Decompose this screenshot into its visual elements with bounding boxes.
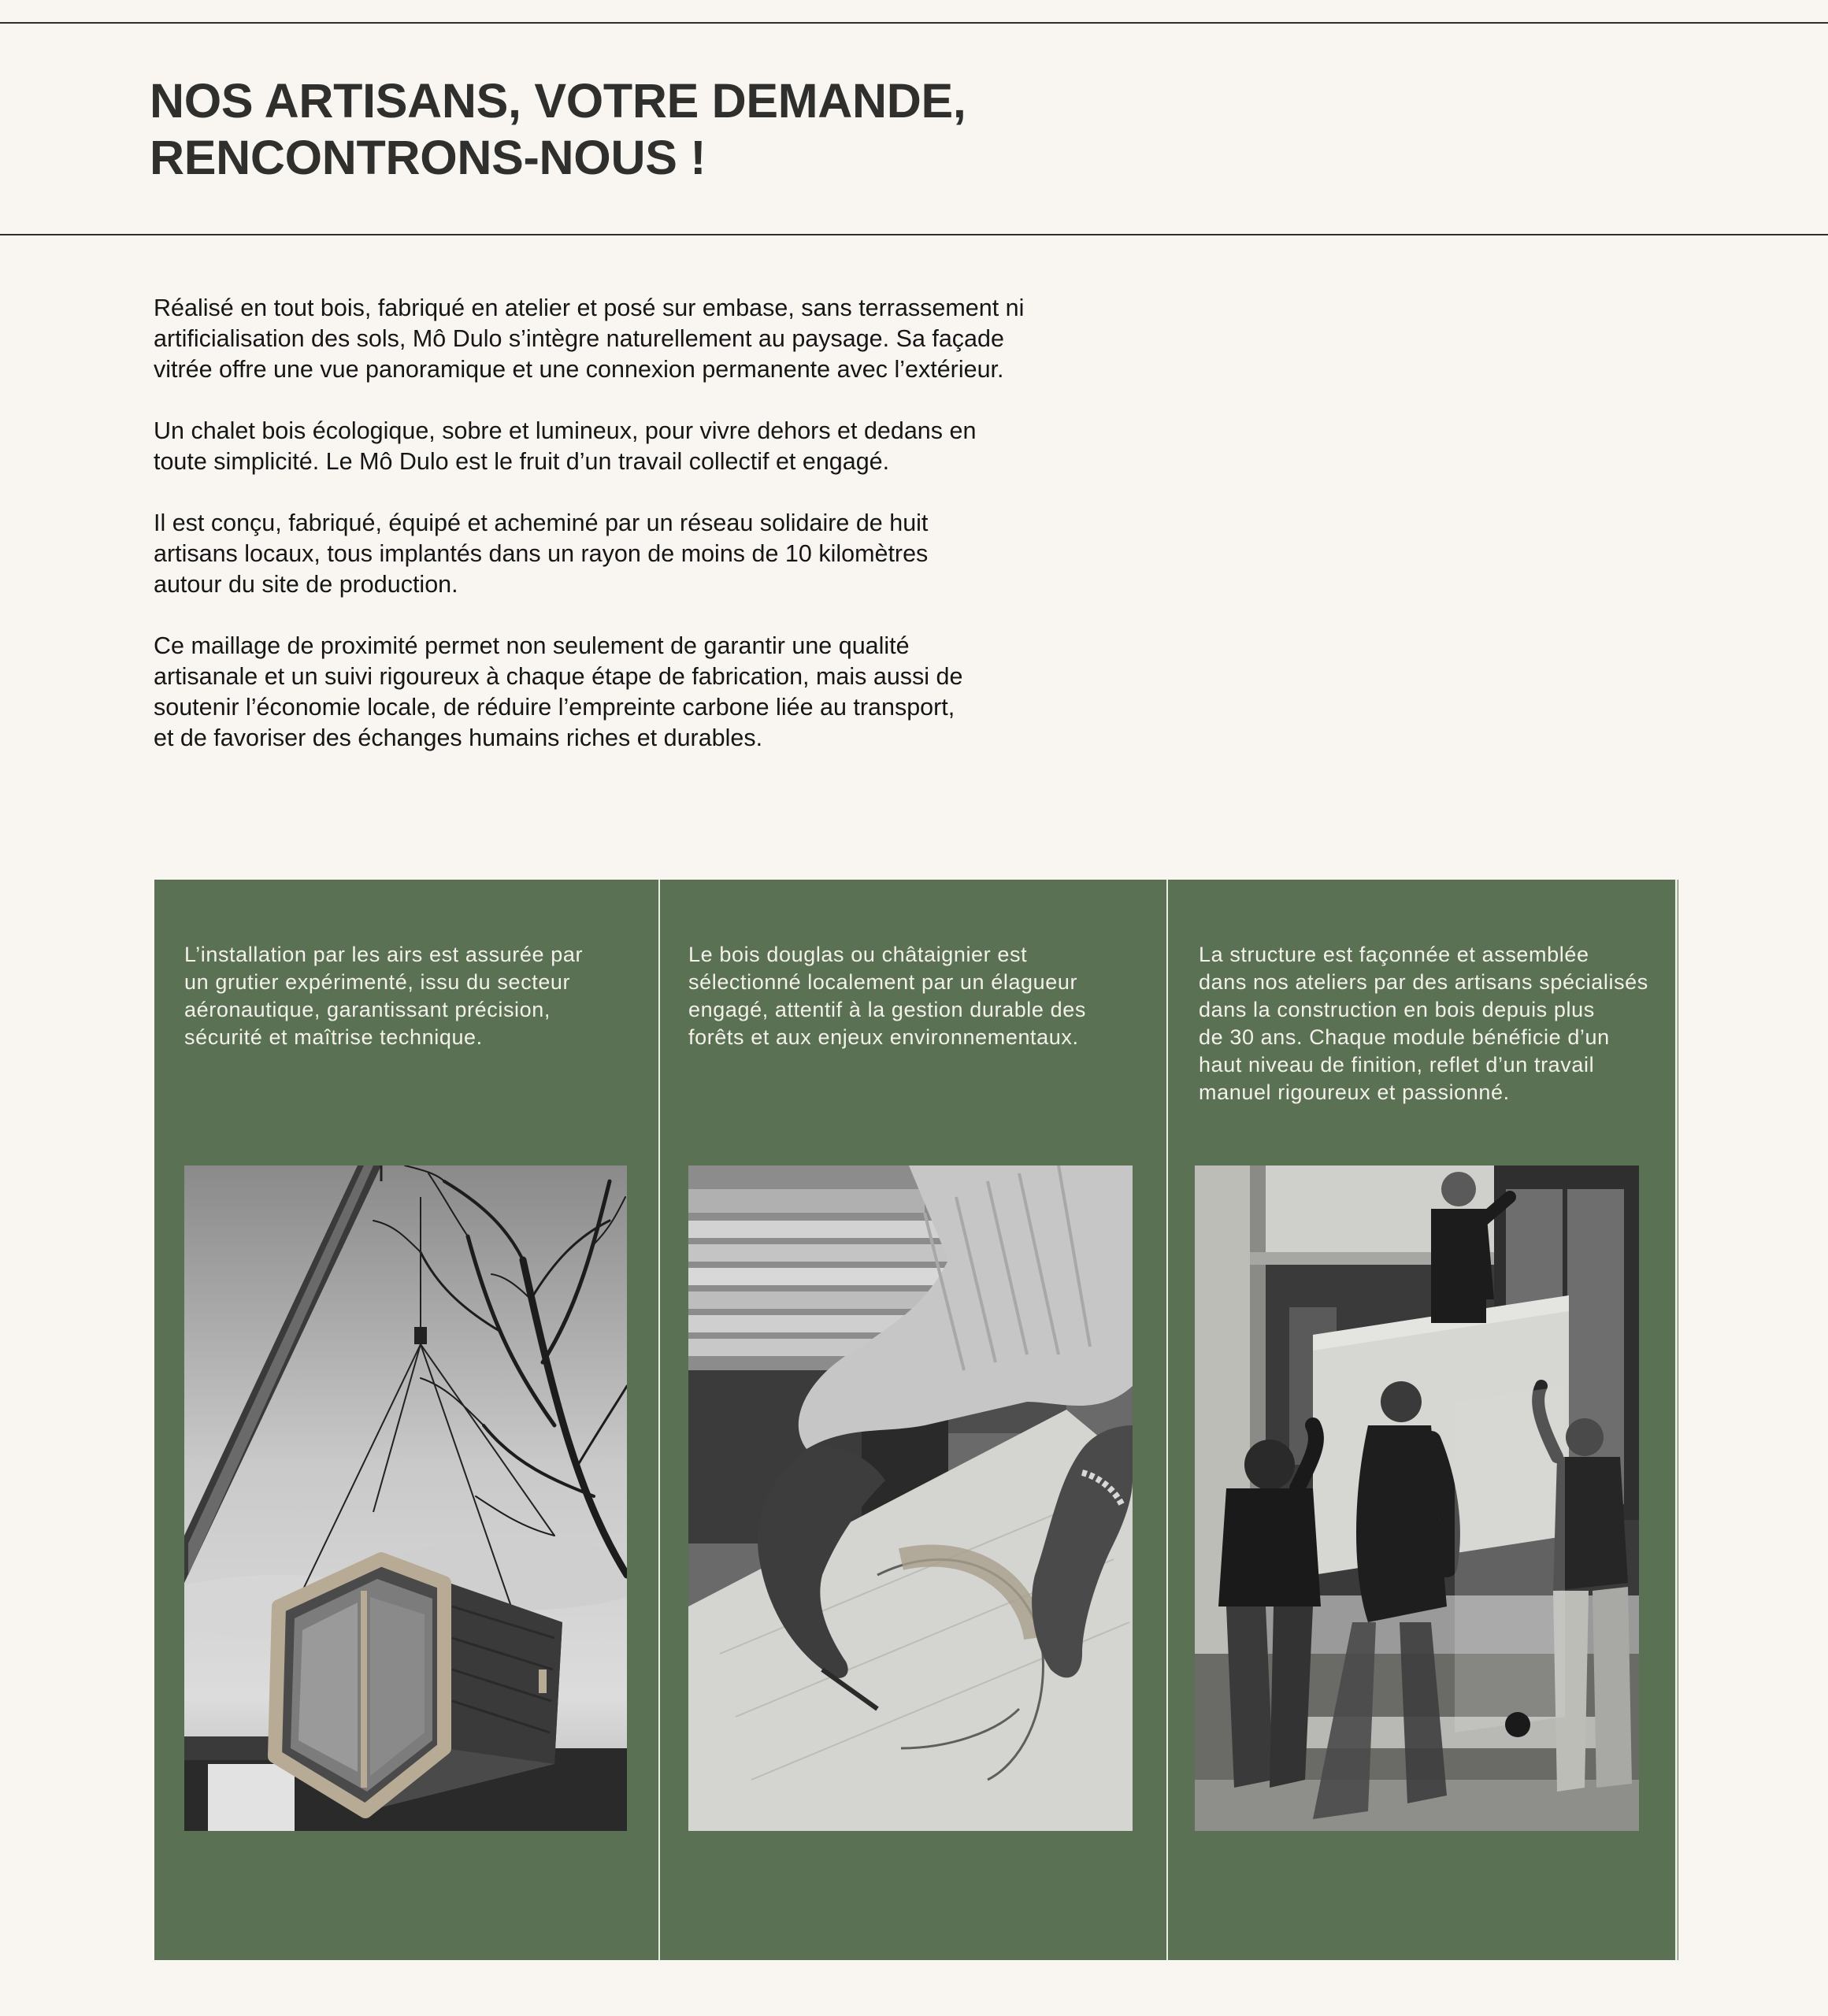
artisan-text-line: haut niveau de finition, reflet d’un travail: [1199, 1053, 1595, 1077]
carpenters-assembly-photo: [1195, 1166, 1639, 1831]
intro-line: autour du site de production.: [154, 571, 458, 598]
artisan-text-line: Le bois douglas ou châtaignier est: [688, 943, 1028, 966]
column-divider: [1166, 880, 1168, 1960]
intro-line: et de favoriser des échanges humains riches et durables.: [154, 724, 763, 751]
artisan-text-line: dans nos ateliers par des artisans spécialisés: [1199, 970, 1648, 994]
intro-line: soutenir l’économie locale, de réduire l’empreinte carbone liée au transport,: [154, 694, 955, 721]
artisan-text-line: de 30 ans. Chaque module bénéficie d’un: [1199, 1025, 1610, 1049]
page-title: [150, 72, 966, 186]
intro-line: vitrée offre une vue panoramique et une connexion permanente avec l’extérieur.: [154, 356, 1004, 383]
column-divider: [1675, 880, 1678, 1960]
intro-line: artisanale et un suivi rigoureux à chaque étape de fabrication, mais aussi de: [154, 663, 963, 690]
intro-line: artificialisation des sols, Mô Dulo s’intègre naturellement au paysage. Sa façade: [154, 325, 1004, 352]
intro-paragraph: [154, 508, 1083, 600]
artisan-text-line: sélectionné localement par un élagueur: [688, 970, 1078, 994]
artisan-text-line: aéronautique, garantissant précision,: [184, 998, 551, 1021]
artisan-text-line: L’installation par les airs est assurée par: [184, 943, 584, 966]
artisan-text-line: sécurité et maîtrise technique.: [184, 1025, 483, 1049]
artisans-panel: [154, 880, 1678, 1960]
intro-paragraph: [154, 631, 1083, 754]
column-divider: [658, 880, 660, 1960]
artisan-text-line: dans la construction en bois depuis plus: [1199, 998, 1595, 1021]
crane-lifting-cabin-photo: [184, 1166, 627, 1831]
artisan-structure-text: [1199, 941, 1648, 1106]
artisan-text-line: un grutier expérimenté, issu du secteur: [184, 970, 571, 994]
intro-line: Ce maillage de proximité permet non seulement de garantir une qualité: [154, 632, 910, 659]
artisan-text-line: forêts et aux enjeux environnementaux.: [688, 1025, 1079, 1049]
intro-line: Réalisé en tout bois, fabriqué en atelier et posé sur embase, sans terrassement ni: [154, 295, 1025, 321]
woodworking-hands-photo: [688, 1166, 1133, 1831]
intro-line: toute simplicité. Le Mô Dulo est le fruit d’un travail collectif et engagé.: [154, 448, 890, 475]
artisan-text-line: La structure est façonnée et assemblée: [1199, 943, 1589, 966]
artisan-text-line: engagé, attentif à la gestion durable des: [688, 998, 1086, 1021]
artisan-text-line: manuel rigoureux et passionné.: [1199, 1080, 1510, 1104]
intro-paragraph: [154, 293, 1083, 385]
page-title-line: NOS ARTISANS, VOTRE DEMANDE,: [150, 74, 966, 128]
intro-line: Il est conçu, fabriqué, équipé et acheminé par un réseau solidaire de huit: [154, 510, 929, 536]
page-title-line: RENCONTRONS-NOUS !: [150, 131, 706, 184]
top-divider-line: [0, 22, 1828, 24]
artisan-wood-text: [688, 941, 1086, 1051]
intro-text: [154, 293, 1083, 784]
header-divider-line: [0, 234, 1828, 235]
intro-paragraph: [154, 416, 1083, 477]
artisan-crane-text: [184, 941, 583, 1051]
intro-line: Un chalet bois écologique, sobre et lumineux, pour vivre dehors et dedans en: [154, 417, 977, 444]
intro-line: artisans locaux, tous implantés dans un rayon de moins de 10 kilomètres: [154, 540, 929, 567]
